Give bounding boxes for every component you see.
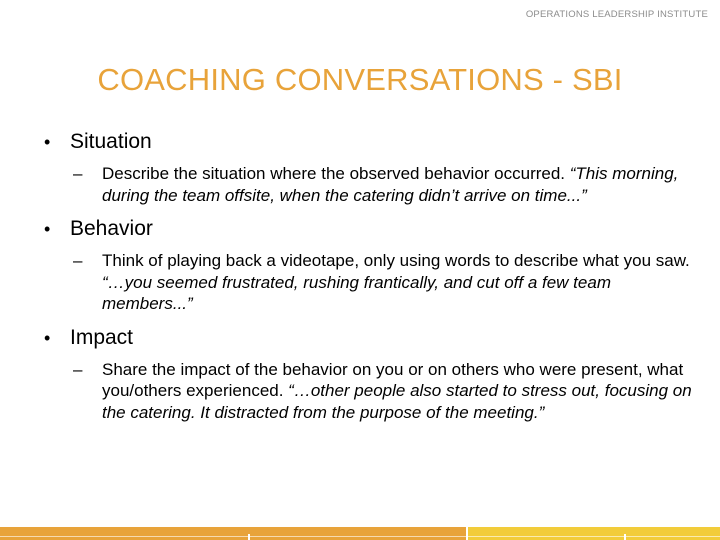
dash-icon: – — [73, 251, 83, 270]
organization-name: OPERATIONS LEADERSHIP INSTITUTE — [525, 9, 708, 20]
bullet-dot-icon: • — [44, 132, 51, 152]
description-text: Share the impact of the behavior on you or on others who were present, what you/others experienced. — [102, 359, 684, 400]
bullet-heading — [44, 326, 694, 350]
dash-icon: – — [73, 359, 83, 379]
sub-bullet — [73, 250, 694, 315]
bullet-dot-icon: • — [44, 327, 51, 348]
description-text: Think of playing back a videotape, only using words to describe what you saw. — [102, 251, 690, 270]
description-text: Describe the situation where the observed behavior occurred. — [102, 164, 570, 183]
sub-bullet-text — [102, 250, 694, 315]
sub-bullet — [73, 163, 694, 206]
bullet-dot-icon: • — [44, 219, 51, 239]
sub-bullet-text — [102, 359, 694, 424]
footer-bar-line — [0, 536, 720, 537]
sub-bullet-text — [102, 163, 694, 206]
footer-bar-orange — [0, 527, 466, 540]
footer-bar-tick — [248, 534, 250, 540]
bullet-list — [44, 130, 694, 434]
slide-title: COACHING CONVERSATIONS - SBI — [97, 62, 623, 97]
bullet-label: Impact — [70, 325, 134, 349]
sub-bullet — [73, 359, 694, 424]
bullet-heading — [44, 217, 694, 241]
footer-bar-yellow — [468, 527, 720, 540]
dash-icon: – — [73, 164, 83, 183]
bullet-label: Situation — [70, 130, 152, 153]
footer-bar-tick — [624, 534, 626, 540]
example-quote: “…other people also started to stress out, focusing on the catering. It distracted from the purpose of the meeting.” — [102, 381, 692, 422]
bullet-heading — [44, 130, 694, 154]
bullet-situation — [44, 130, 694, 206]
bullet-impact — [44, 326, 694, 424]
bullet-behavior — [44, 217, 694, 315]
bullet-label: Behavior — [70, 217, 153, 240]
example-quote: “This morning, during the team offsite, when the catering didn’t arrive on time...” — [102, 164, 679, 205]
example-quote: “…you seemed frustrated, rushing frantically, and cut off a few team members...” — [102, 272, 611, 313]
footer-accent-bar — [0, 527, 720, 540]
